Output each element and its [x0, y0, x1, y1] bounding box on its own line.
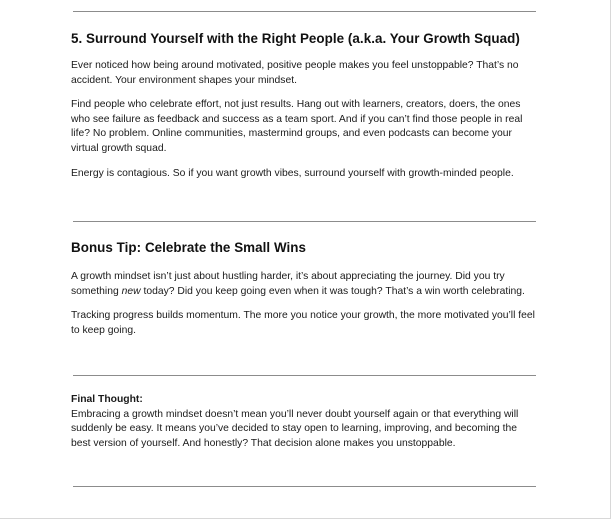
- section-heading-bonus-tip: Bonus Tip: Celebrate the Small Wins: [71, 240, 307, 255]
- text-run: today? Did you keep going even when it was tough? That’s a win worth celebrating.: [140, 285, 525, 297]
- text-run: A growth mindset isn’t just about hustling harder, it’s about appreciating the journey. Did you try something: [71, 271, 505, 297]
- paragraph: Embracing a growth mindset doesn’t mean you’ll never doubt yourself again or that everything will suddenly be easy. It means you’ve decided to stay open to learning, improving, and becoming the best version of yourself. And honestly? That decision alone makes you unstoppable.: [71, 408, 519, 449]
- paragraph: Energy is contagious. So if you want growth vibes, surround yourself with growth-minded people.: [71, 167, 514, 179]
- divider-bottom: [73, 486, 536, 487]
- divider: [73, 221, 536, 222]
- divider: [73, 375, 536, 376]
- paragraph: Find people who celebrate effort, not just results. Hang out with learners, creators, doers, the ones who see failure as feedback and success as a team sport. And if you can’t find those people in real life? No problem. Online communities, mastermind groups, and even podcasts can become your virtual growth squad.: [71, 99, 523, 154]
- paragraph: [71, 270, 539, 299]
- paragraph: Ever noticed how being around motivated, positive people makes you feel unstoppable? That’s no accident. Your environment shapes your mindset.: [71, 60, 519, 86]
- emphasis: new: [121, 285, 141, 297]
- section-growth-squad: [71, 31, 539, 181]
- paragraph: Tracking progress builds momentum. The more you notice your growth, the more motivated you’ll feel to keep going.: [71, 310, 535, 336]
- section-bonus-tip: [71, 240, 539, 338]
- final-thought-label: Final Thought:: [71, 394, 143, 405]
- section-final-thought: [71, 393, 539, 451]
- section-heading-growth-squad: 5. Surround Yourself with the Right People (a.k.a. Your Growth Squad): [71, 31, 520, 46]
- divider-top: [73, 11, 536, 12]
